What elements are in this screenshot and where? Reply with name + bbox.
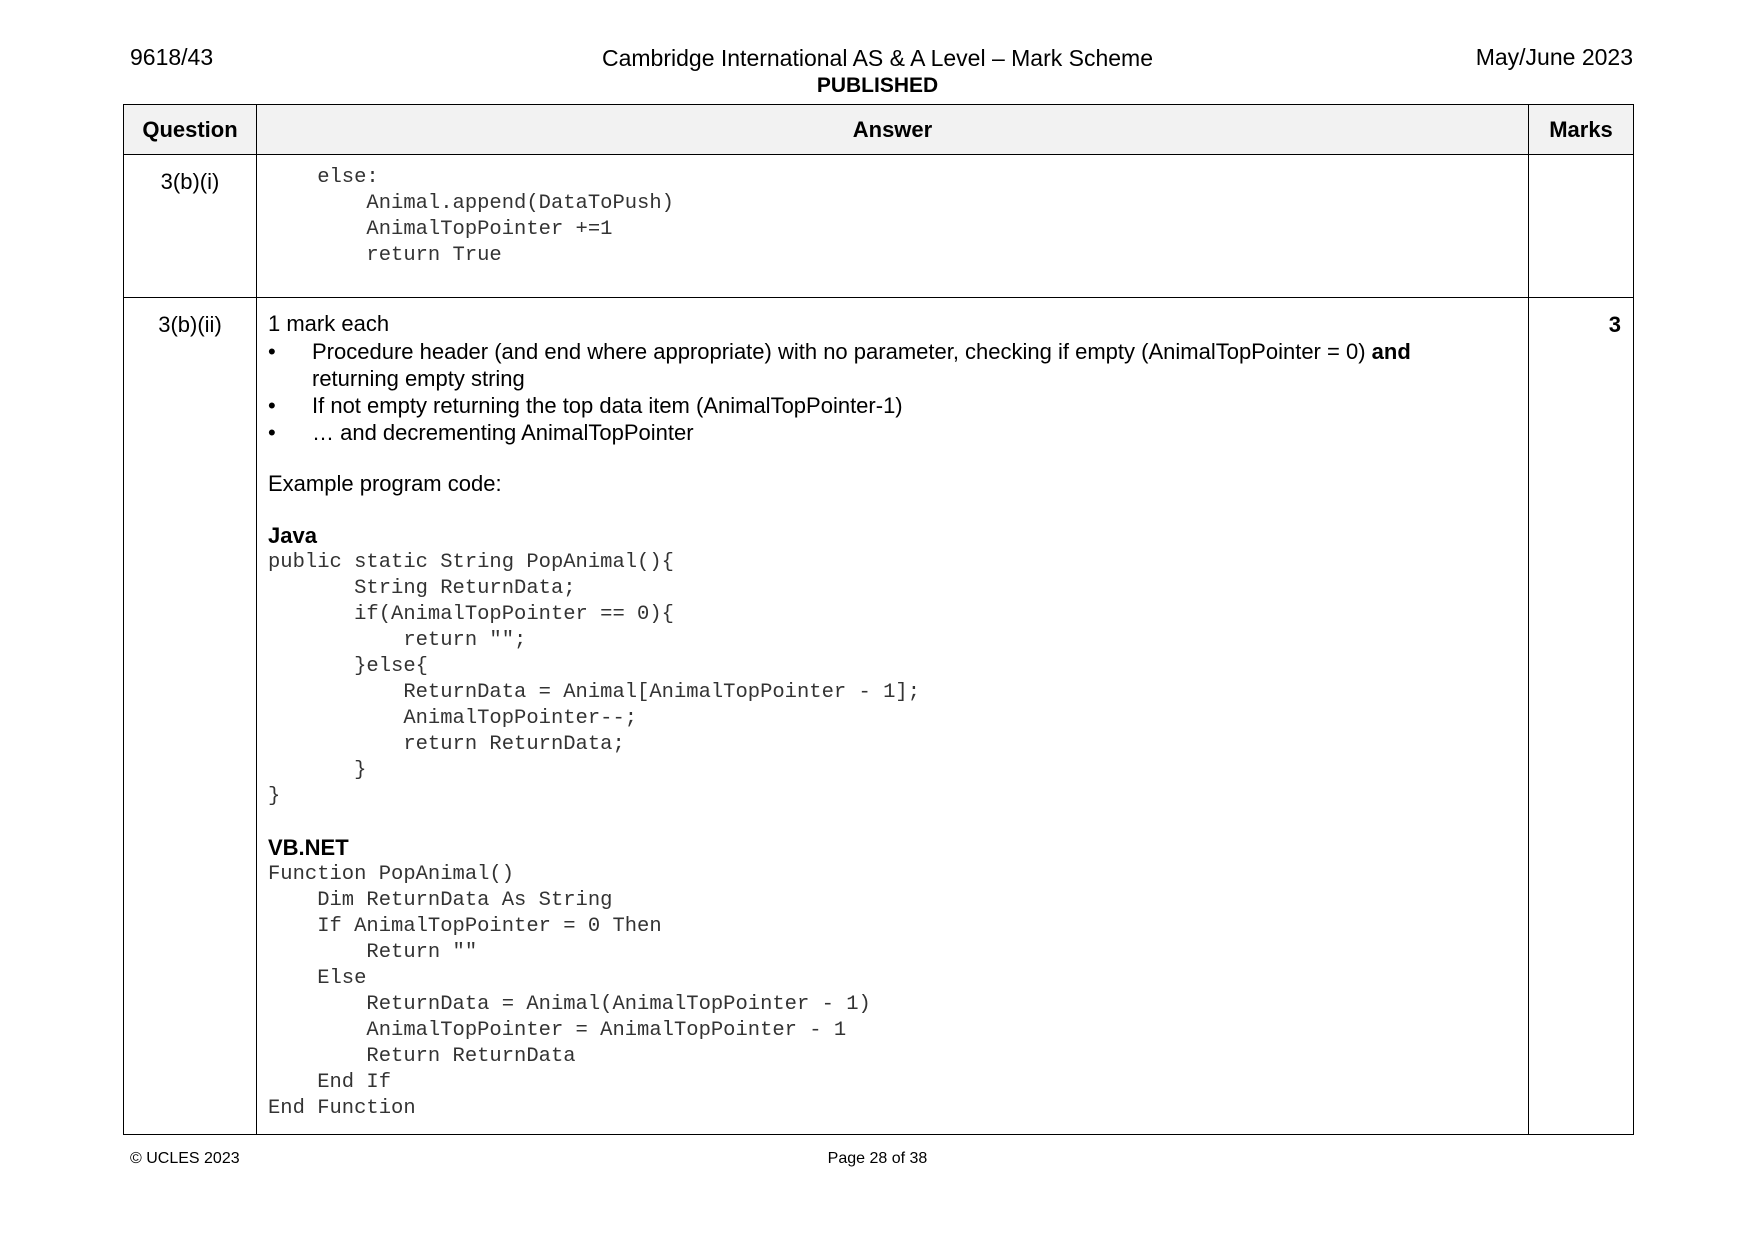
marking-point-text: … and decrementing AnimalTopPointer xyxy=(312,420,694,445)
column-header-marks: Marks xyxy=(1529,105,1634,155)
bullet-icon: • xyxy=(268,339,276,364)
table-header-row xyxy=(124,105,1634,155)
paper-code: 9618/43 xyxy=(130,44,214,70)
code-block-java: public static String PopAnimal(){ String ReturnData; if(AnimalTopPointer == 0){ return ""; }else{ ReturnData = Animal[AnimalTopPointer - 1]; AnimalTopPointer--; return ReturnData; } } xyxy=(268,551,921,808)
code-block: else: Animal.append(DataToPush) AnimalTopPointer +=1 return True xyxy=(317,166,674,267)
language-heading-vbnet: VB.NET xyxy=(268,835,349,860)
answer-cell xyxy=(257,155,1529,298)
example-label: Example program code: xyxy=(268,471,502,496)
copyright: © UCLES 2023 xyxy=(130,1150,240,1167)
marking-point-text: Procedure header (and end where appropriate) with no parameter, checking if empty (AnimalTopPointer = 0) xyxy=(312,339,1372,364)
code-block-vbnet: Function PopAnimal() Dim ReturnData As String If AnimalTopPointer = 0 Then Return "" Else ReturnData = Animal(AnimalTopPointer - 1) AnimalTopPointer = AnimalTopPointer - 1 Return ReturnData End If End Function xyxy=(268,863,871,1120)
bullet-icon: • xyxy=(268,393,276,418)
marking-point-text: If not empty returning the top data item (AnimalTopPointer-1) xyxy=(312,393,903,418)
bullet-icon: • xyxy=(268,420,276,445)
marking-point-text: returning empty string xyxy=(312,366,525,391)
status-label: PUBLISHED xyxy=(816,74,939,97)
question-number: 3(b)(ii) xyxy=(124,298,257,1135)
mark-scheme-table xyxy=(123,104,1634,1135)
table-row xyxy=(124,155,1634,298)
marking-intro: 1 mark each xyxy=(268,311,390,336)
marks-cell: 3 xyxy=(1529,298,1634,1135)
table-row xyxy=(124,298,1634,1135)
marking-point-emphasis: and xyxy=(1371,339,1411,364)
marking-points-list xyxy=(268,338,1518,446)
list-item xyxy=(268,392,1518,419)
marks-cell xyxy=(1529,155,1634,298)
list-item xyxy=(268,338,1518,392)
document-title: Cambridge International AS & A Level – Mark Scheme xyxy=(601,45,1154,71)
column-header-answer: Answer xyxy=(257,105,1529,155)
column-header-question: Question xyxy=(124,105,257,155)
exam-session: May/June 2023 xyxy=(1475,44,1633,70)
page-number: Page 28 of 38 xyxy=(827,1150,928,1167)
language-heading-java: Java xyxy=(268,523,317,548)
question-number: 3(b)(i) xyxy=(124,155,257,298)
answer-cell xyxy=(257,298,1529,1135)
list-item xyxy=(268,419,1518,446)
